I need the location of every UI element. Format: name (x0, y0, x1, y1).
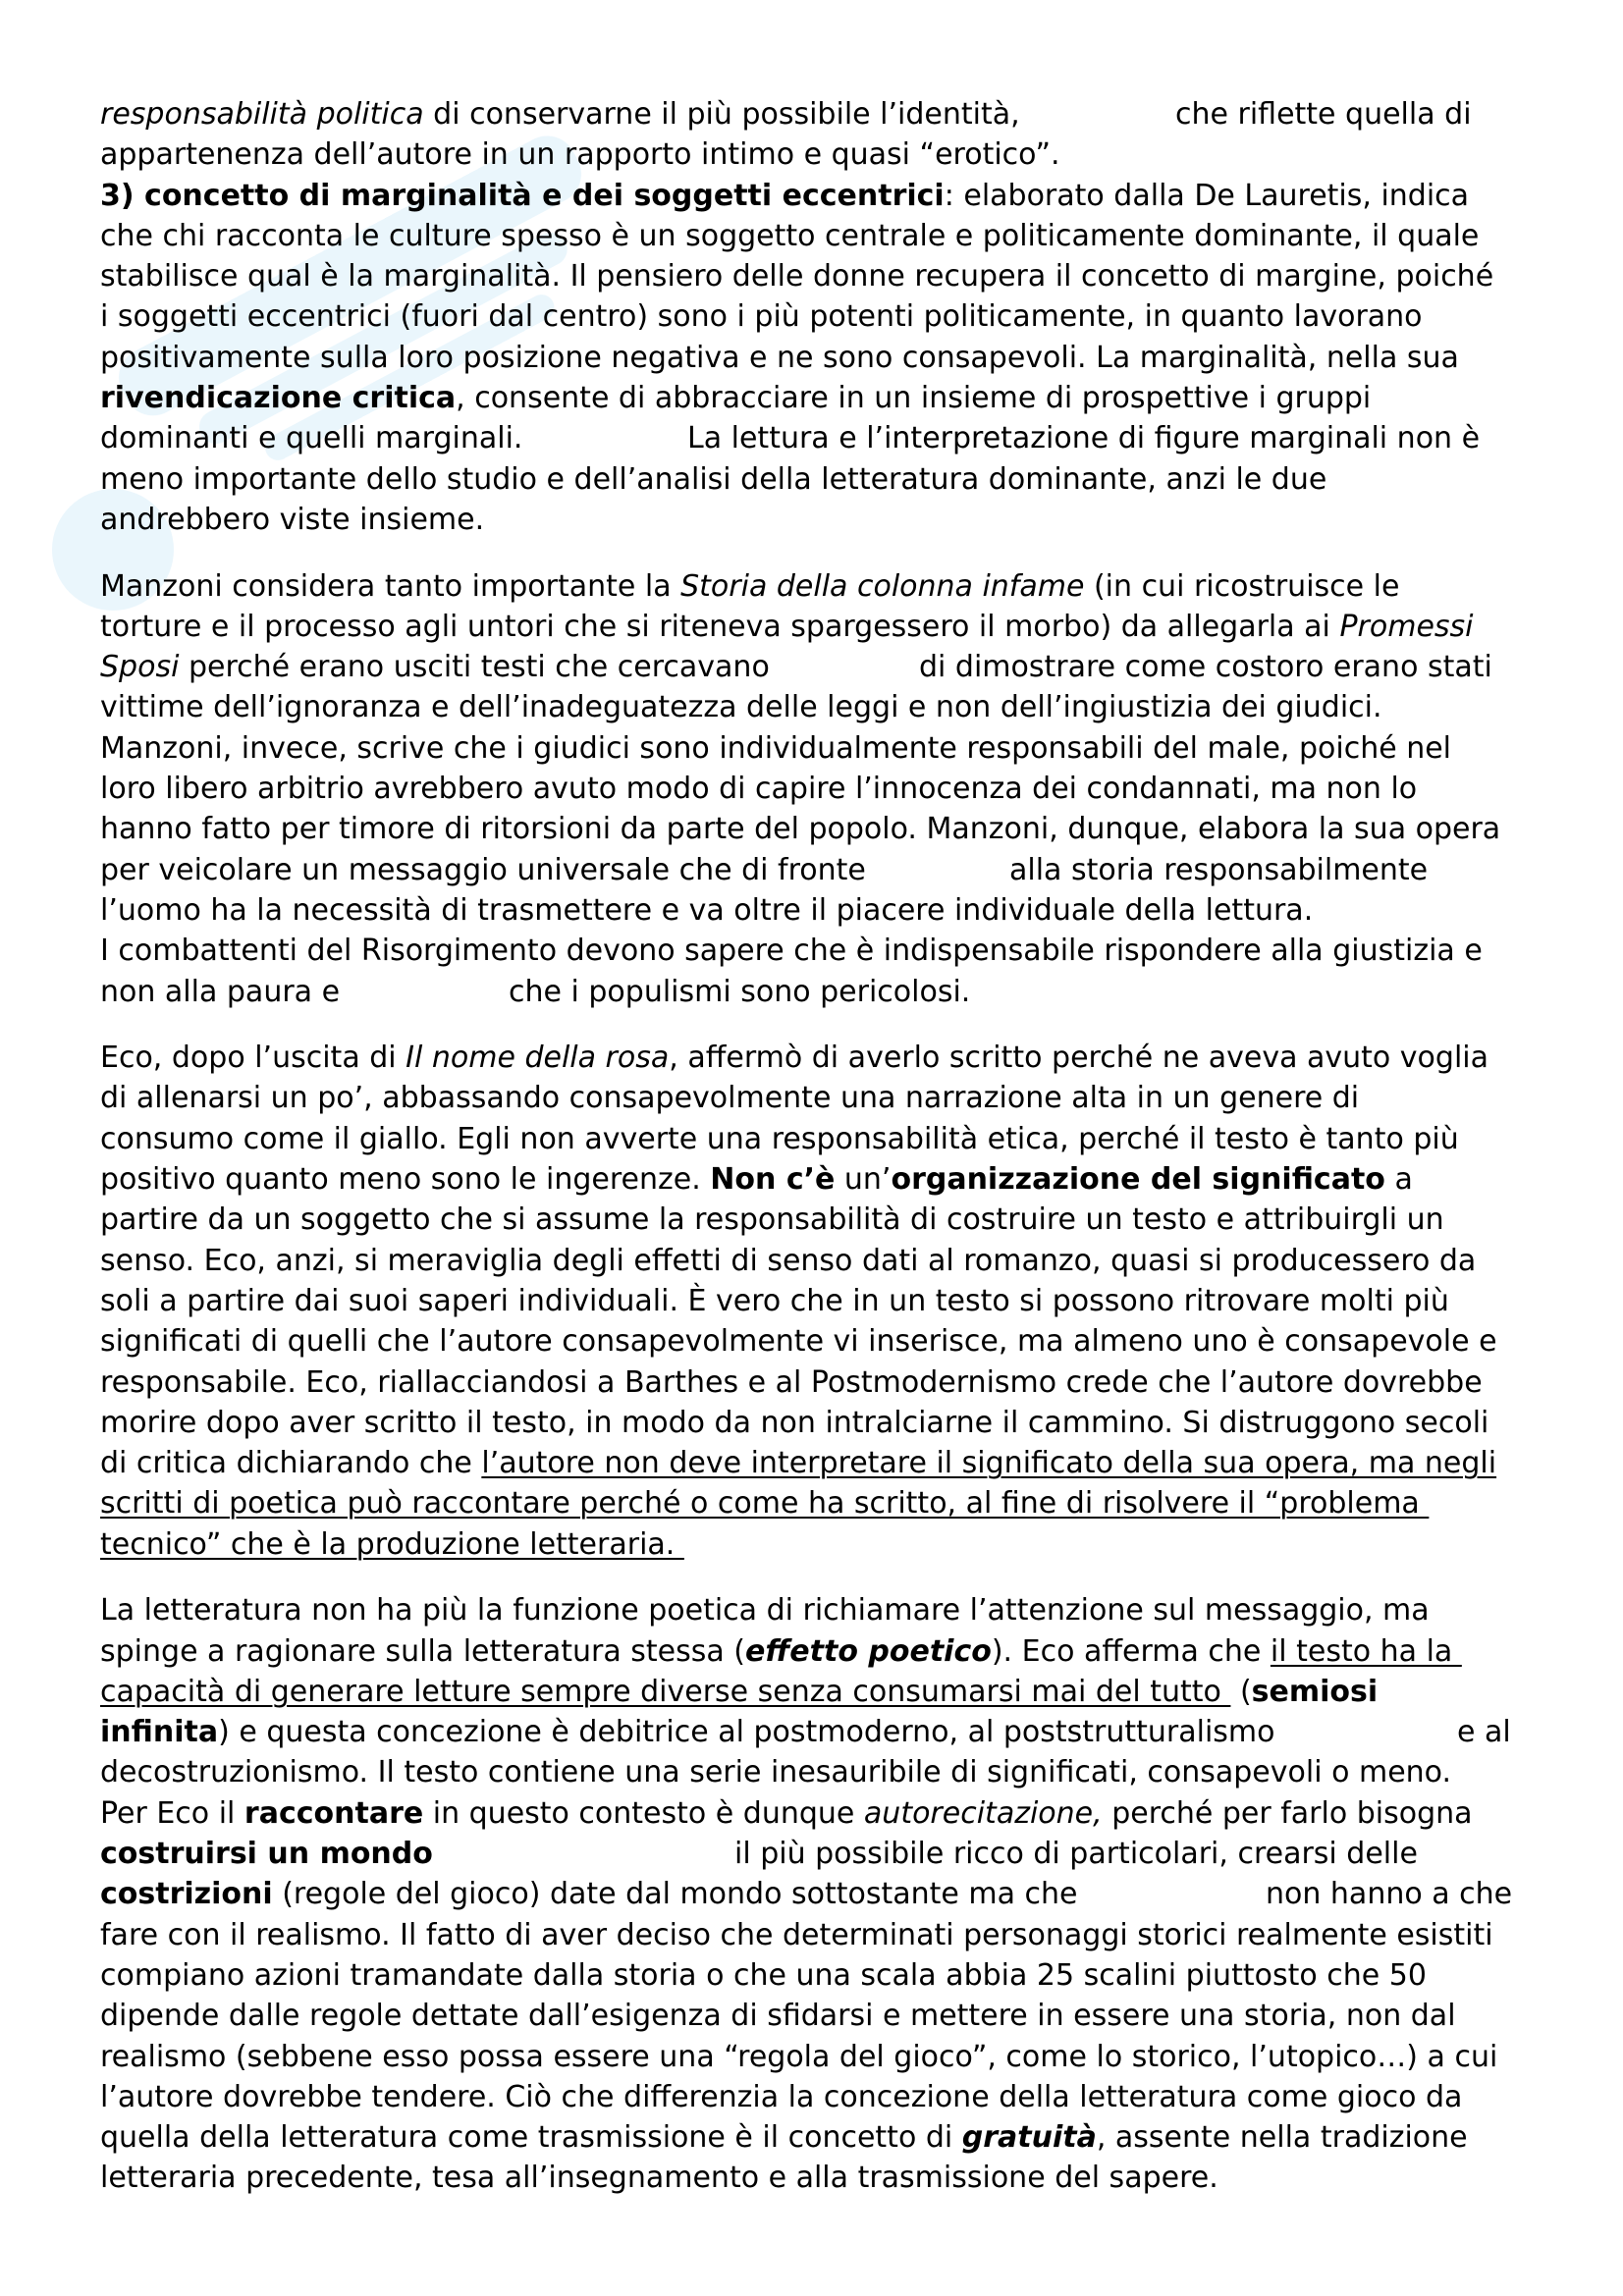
paragraph-3 (100, 1038, 1573, 1565)
text-run: a (1384, 1162, 1413, 1198)
text-line (100, 256, 1573, 296)
text-line (100, 338, 1573, 378)
text-run: un’ (835, 1162, 892, 1198)
text-run: l’autore dovrebbe tendere. Ciò che differenzia la concezione della letteratura come gioco da (100, 2079, 1463, 2114)
italic-text: responsabilità politica (100, 97, 424, 132)
text-line (100, 1996, 1573, 2036)
text-run: , affermò di averlo scritto perché ne aveva avuto voglia (669, 1041, 1489, 1076)
text-line (100, 1483, 1573, 1523)
underlined-text: l’autore non deve interpretare il significato della sua opera, ma negli (481, 1446, 1497, 1481)
text-line (100, 2117, 1573, 2158)
text-line (100, 1078, 1573, 1118)
text-run: quella della letteratura come trasmissione è il concetto di (100, 2120, 962, 2156)
text-run: perché erano usciti testi che cercavano (179, 650, 770, 685)
text-line (100, 1241, 1573, 1281)
text-run: La letteratura non ha più la funzione poetica di richiamare l’attenzione sul messaggio, ma (100, 1593, 1430, 1629)
text-run: appartenenza dell’autore in un rapporto intimo e quasi “erotico”. (100, 137, 1060, 173)
text-line (100, 1752, 1573, 1792)
text-line (100, 1119, 1573, 1159)
text-line (100, 1915, 1573, 1955)
bold-text: raccontare (243, 1795, 424, 1831)
text-run: compiano azioni tramandate dalla storia o che una scala abbia 25 scalini piuttosto che 50 (100, 1957, 1427, 1993)
text-run: ( (1230, 1674, 1252, 1709)
text-line (100, 1524, 1573, 1565)
text-run: Manzoni, invece, scrive che i giudici sono individualmente responsabili del male, poiché nel (100, 730, 1452, 766)
text-run: stabilisce qual è la marginalità. Il pensiero delle donne recupera il concetto di margine, poiché (100, 259, 1494, 294)
text-line (100, 459, 1573, 500)
text-line (100, 566, 1573, 607)
text-line (100, 809, 1573, 849)
text-line (100, 1200, 1573, 1240)
text-run: l’uomo ha la necessità di trasmettere e va oltre il piacere individuale della lettura. (100, 892, 1314, 928)
text-run: di conservarne il più possibile l’identità, (423, 97, 1020, 132)
underlined-text: il testo ha la (1270, 1633, 1462, 1669)
underlined-text: capacità di generare letture sempre diverse senza consumarsi mai del tutto (100, 1674, 1231, 1709)
paragraph-2 (100, 566, 1573, 1012)
text-run: La lettura e l’interpretazione di figure marginali non è (687, 421, 1481, 456)
text-run: soli a partire dai suoi saperi individuali. È vero che in un testo si possono ritrovare molti più (100, 1283, 1449, 1318)
italic-text: Sposi (100, 650, 180, 685)
underlined-text: tecnico” che è la produzione letteraria. (100, 1526, 684, 1562)
text-run: i soggetti eccentrici (fuori dal centro) sono i più potenti politicamente, in quanto lavorano (100, 299, 1423, 335)
text-line (100, 1443, 1573, 1483)
text-line (100, 378, 1573, 418)
text-line (100, 1403, 1573, 1443)
text-run: in questo contesto è dunque (423, 1795, 864, 1831)
text-line (100, 2158, 1573, 2198)
bold-text: Non c’è (710, 1162, 836, 1198)
bold-text: organizzazione del significato (891, 1162, 1385, 1198)
text-run: che riflette quella di (1175, 97, 1472, 132)
text-run: torture e il processo agli untori che si riteneva spargessero il morbo) da allegarla ai (100, 609, 1340, 644)
text-line (100, 296, 1573, 337)
text-line (100, 769, 1573, 809)
text-line (100, 728, 1573, 769)
bold-text: costrizioni (100, 1877, 273, 1912)
italic-text: autorecitazione, (863, 1795, 1103, 1831)
text-line (100, 134, 1573, 175)
text-line (100, 931, 1573, 971)
text-run: hanno fatto per timore di ritorsioni da parte del popolo. Manzoni, dunque, elabora la sua opera (100, 812, 1501, 847)
text-line (100, 1631, 1573, 1672)
text-run: non alla paura e (100, 974, 341, 1009)
paragraph-1 (100, 94, 1573, 540)
text-run: perché per farlo bisogna (1102, 1795, 1473, 1831)
text-run: di dimostrare come costoro erano stati (919, 650, 1492, 685)
text-run: I combattenti del Risorgimento devono sapere che è indispensabile rispondere alla giustizia e (100, 934, 1483, 969)
text-run: andrebbero viste insieme. (100, 502, 485, 537)
text-run: alla storia responsabilmente (1009, 852, 1429, 887)
text-run: che chi racconta le culture spesso è un soggetto centrale e politicamente dominante, il quale (100, 218, 1480, 253)
text-run: consumo come il giallo. Egli non avverte una responsabilità etica, perché il testo è tanto più (100, 1121, 1459, 1156)
text-line (100, 216, 1573, 256)
text-run: per veicolare un messaggio universale che di fronte (100, 852, 866, 887)
bold-italic-text: effetto poetico (744, 1633, 992, 1669)
text-line (100, 1955, 1573, 1996)
text-run: positivamente sulla loro posizione negativa e ne sono consapevoli. La marginalità, nella sua (100, 340, 1459, 375)
italic-text: Storia della colonna infame (680, 568, 1085, 604)
text-run: di allenarsi un po’, abbassando consapevolmente una narrazione alta in un genere di (100, 1081, 1360, 1116)
text-run: realismo (sebbene esso possa essere una “regola del gioco”, come lo storico, l’utopico…) a cui (100, 2039, 1498, 2074)
text-run: , assente nella tradizione (1096, 2120, 1468, 2156)
text-run: letteraria precedente, tesa all’insegnamento e alla trasmissione del sapere. (100, 2161, 1218, 2196)
text-run: che i populismi sono pericolosi. (509, 974, 971, 1009)
text-line (100, 972, 1573, 1012)
text-run: significati di quelli che l’autore consapevolmente vi inserisce, ma almeno uno è consapevole e (100, 1324, 1497, 1360)
text-run: meno importante dello studio e dell’analisi della letteratura dominante, anzi le due (100, 461, 1327, 497)
italic-text: Il nome della rosa (406, 1041, 670, 1076)
text-line (100, 1712, 1573, 1752)
text-run: e al (1457, 1715, 1511, 1750)
text-run: Per Eco il (100, 1795, 244, 1831)
bold-text: costruirsi un mondo (100, 1837, 433, 1872)
text-line (100, 850, 1573, 890)
paragraph-4 (100, 1590, 1573, 2198)
text-run: decostruzionismo. Il testo contiene una serie inesauribile di significati, consapevoli o meno. (100, 1755, 1452, 1790)
text-run: ) e questa concezione è debitrice al postmoderno, al poststrutturalismo (218, 1715, 1275, 1750)
bold-text: rivendicazione critica (100, 381, 457, 416)
text-line (100, 890, 1573, 931)
text-line (100, 1874, 1573, 1914)
text-line (100, 2037, 1573, 2077)
text-line (100, 418, 1573, 458)
text-line (100, 1793, 1573, 1834)
text-line (100, 176, 1573, 216)
bold-text: semiosi (1251, 1674, 1379, 1709)
bold-heading-text: 3) concetto di marginalità e dei soggetti eccentrici (100, 178, 945, 213)
text-run: partire da un soggetto che si assume la responsabilità di costruire un testo e attribuirgli un (100, 1202, 1444, 1238)
text-run: fare con il realismo. Il fatto di aver deciso che determinati personaggi storici realmente esistiti (100, 1917, 1493, 1952)
text-run: spinge a ragionare sulla letteratura stessa ( (100, 1633, 745, 1669)
text-run: dipende dalle regole dettate dall’esigenza di sfidarsi e mettere in essere una storia, non dal (100, 1999, 1456, 2034)
text-line (100, 1834, 1573, 1874)
text-run: il più possibile ricco di particolari, crearsi delle (734, 1837, 1418, 1872)
italic-text: Promessi (1339, 609, 1474, 644)
text-run: senso. Eco, anzi, si meraviglia degli effetti di senso dati al romanzo, quasi si producessero da (100, 1243, 1477, 1278)
text-line (100, 647, 1573, 687)
text-line (100, 1590, 1573, 1630)
text-line (100, 1362, 1573, 1403)
text-run: vittime dell’ignoranza e dell’inadeguatezza delle leggi e non dell’ingiustizia dei giudici. (100, 690, 1382, 725)
text-line (100, 1321, 1573, 1362)
document-page (100, 94, 1573, 2224)
text-line (100, 1672, 1573, 1712)
text-run: loro libero arbitrio avrebbero avuto modo di capire l’innocenza dei condannati, ma non lo (100, 772, 1418, 807)
text-run: (regole del gioco) date dal mondo sottostante ma che (272, 1877, 1078, 1912)
text-run: dominanti e quelli marginali. (100, 421, 523, 456)
text-run: Manzoni considera tanto importante la (100, 568, 681, 604)
text-run: morire dopo aver scritto il testo, in modo da non intralciarne il cammino. Si distruggono secoli (100, 1405, 1489, 1440)
text-line (100, 687, 1573, 727)
text-run: Eco, dopo l’uscita di (100, 1041, 406, 1076)
text-line (100, 1038, 1573, 1078)
text-line (100, 607, 1573, 647)
text-line (100, 500, 1573, 540)
underlined-text: scritti di poetica può raccontare perché o come ha scritto, al fine di risolvere il “problema (100, 1486, 1430, 1522)
text-run: responsabile. Eco, riallacciandosi a Barthes e al Postmodernismo crede che l’autore dovrebbe (100, 1364, 1483, 1400)
text-run: di critica dichiarando che (100, 1446, 482, 1481)
text-line (100, 2077, 1573, 2117)
text-run: positivo quanto meno sono le ingerenze. (100, 1162, 711, 1198)
text-run: : elaborato dalla De Lauretis, indica (944, 178, 1470, 213)
bold-text: infinita (100, 1715, 219, 1750)
bold-italic-text: gratuità (961, 2120, 1097, 2156)
text-line (100, 94, 1573, 134)
text-line (100, 1159, 1573, 1200)
text-run: , consente di abbracciare in un insieme di prospettive i gruppi (456, 381, 1372, 416)
text-run: (in cui ricostruisce le (1084, 568, 1400, 604)
text-line (100, 1281, 1573, 1321)
text-run: ). Eco afferma che (991, 1633, 1271, 1669)
text-run: non hanno a che (1266, 1877, 1513, 1912)
